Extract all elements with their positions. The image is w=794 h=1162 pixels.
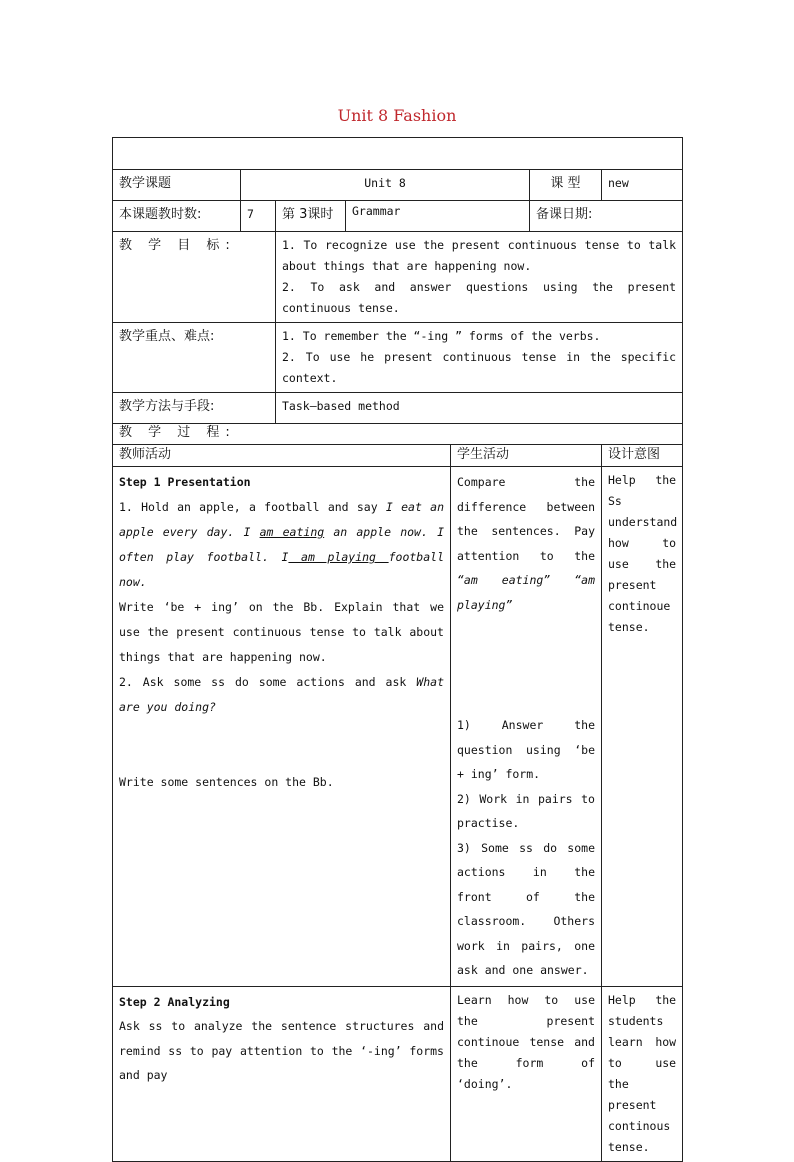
step1-design-intent: Help the Ss understand how to use the present continoue tense. <box>602 467 683 987</box>
example-sentence: football now. <box>119 550 444 589</box>
objectives-label: 教 学 目 标: <box>113 232 276 323</box>
process-row <box>113 424 683 445</box>
teacher-column-header: 教师活动 <box>113 445 451 467</box>
methods-row <box>113 393 683 424</box>
key-points-row <box>113 323 683 393</box>
type-value: new <box>602 170 683 201</box>
lesson-plan-table <box>112 137 683 1162</box>
text-run: Compare the difference between the sentences. Pay attention to the <box>457 475 595 563</box>
date-label: 备课日期: <box>530 201 683 232</box>
step2-student-activity: Learn how to use the present continoue tense and the form of ‘doing’. <box>451 986 602 1161</box>
example-sentence: I eat an apple every day. I <box>119 500 444 539</box>
key-point-item: 2. To use he present continuous tense in the specific context. <box>282 350 677 385</box>
hours-count: 7 <box>241 201 276 232</box>
hours-row <box>113 201 683 232</box>
key-point-item: 1. To remember the “-ing ” forms of the verbs. <box>282 329 601 343</box>
step1-heading: Step 1 Presentation <box>119 475 251 489</box>
step1-student-para3: 2) Work in pairs to practise. <box>457 791 595 830</box>
step1-teacher-para4: Write some sentences on the Bb. <box>119 775 334 789</box>
step2-teacher-activity <box>113 986 451 1161</box>
step1-teacher-para2: Write ‘be + ing’ on the Bb. Explain that we use the present continuous tense to talk about things that are happening now. <box>119 600 444 664</box>
underlined-verb: am playing <box>288 550 389 564</box>
student-column-header: 学生活动 <box>451 445 602 467</box>
underlined-verb: am eating <box>259 525 325 539</box>
step1-teacher-activity <box>113 467 451 987</box>
methods-value: Task—based method <box>276 393 683 424</box>
topic-label: 教学课题 <box>113 170 241 201</box>
step1-teacher-para3 <box>119 670 444 720</box>
process-header-row <box>113 445 683 467</box>
type-label: 课 型 <box>530 170 602 201</box>
step1-student-activity <box>451 467 602 987</box>
step1-teacher-para1 <box>119 495 444 595</box>
objectives-row <box>113 232 683 323</box>
step1-student-para1 <box>457 470 595 617</box>
text-run: 1. Hold an apple, a football and say <box>119 500 386 514</box>
step1-row <box>113 467 683 987</box>
design-column-header: 设计意图 <box>602 445 683 467</box>
topic-row <box>113 170 683 201</box>
blank-header-row <box>113 138 683 170</box>
spacer <box>119 720 444 770</box>
methods-label: 教学方法与手段: <box>113 393 276 424</box>
example-sentence: an apple now. I often play football. I <box>119 525 444 564</box>
step1-student-para2: 1) Answer the question using ‘be + ing’ form. <box>457 718 595 781</box>
objective-item: 1. To recognize use the present continuous tense to talk about things that are happening now. <box>282 238 677 273</box>
example-phrase: “am eating” “am playing” <box>457 573 595 612</box>
topic-value: Unit 8 <box>241 170 530 201</box>
hours-label: 本课题教时数: <box>113 201 241 232</box>
blank-cell <box>113 138 683 170</box>
key-points-content <box>276 323 683 393</box>
objective-item: 2. To ask and answer questions using the present continuous tense. <box>282 280 677 315</box>
text-run: 2. Ask some ss do some actions and ask <box>119 675 417 689</box>
process-label: 教 学 过 程: <box>113 424 683 445</box>
spacer <box>457 617 595 713</box>
page-title: Unit 8 Fashion <box>337 106 457 125</box>
period-label: 第 3课时 <box>276 201 346 232</box>
step1-student-para4: 3) Some ss do some actions in the front of the classroom. Others work in pairs, one ask and one answer. <box>457 840 595 977</box>
lesson-name: Grammar <box>346 201 530 232</box>
step2-row <box>113 986 683 1161</box>
question-sentence: What are you doing? <box>119 675 444 714</box>
objectives-content <box>276 232 683 323</box>
step2-heading: Step 2 Analyzing <box>119 994 230 1009</box>
key-points-label: 教学重点、难点: <box>113 323 276 393</box>
step2-teacher-para: Ask ss to analyze the sentence structures and remind ss to pay attention to the ‘-ing’ forms and pay <box>119 1019 444 1082</box>
step2-design-intent: Help the students learn how to use the present continous tense. <box>602 986 683 1161</box>
